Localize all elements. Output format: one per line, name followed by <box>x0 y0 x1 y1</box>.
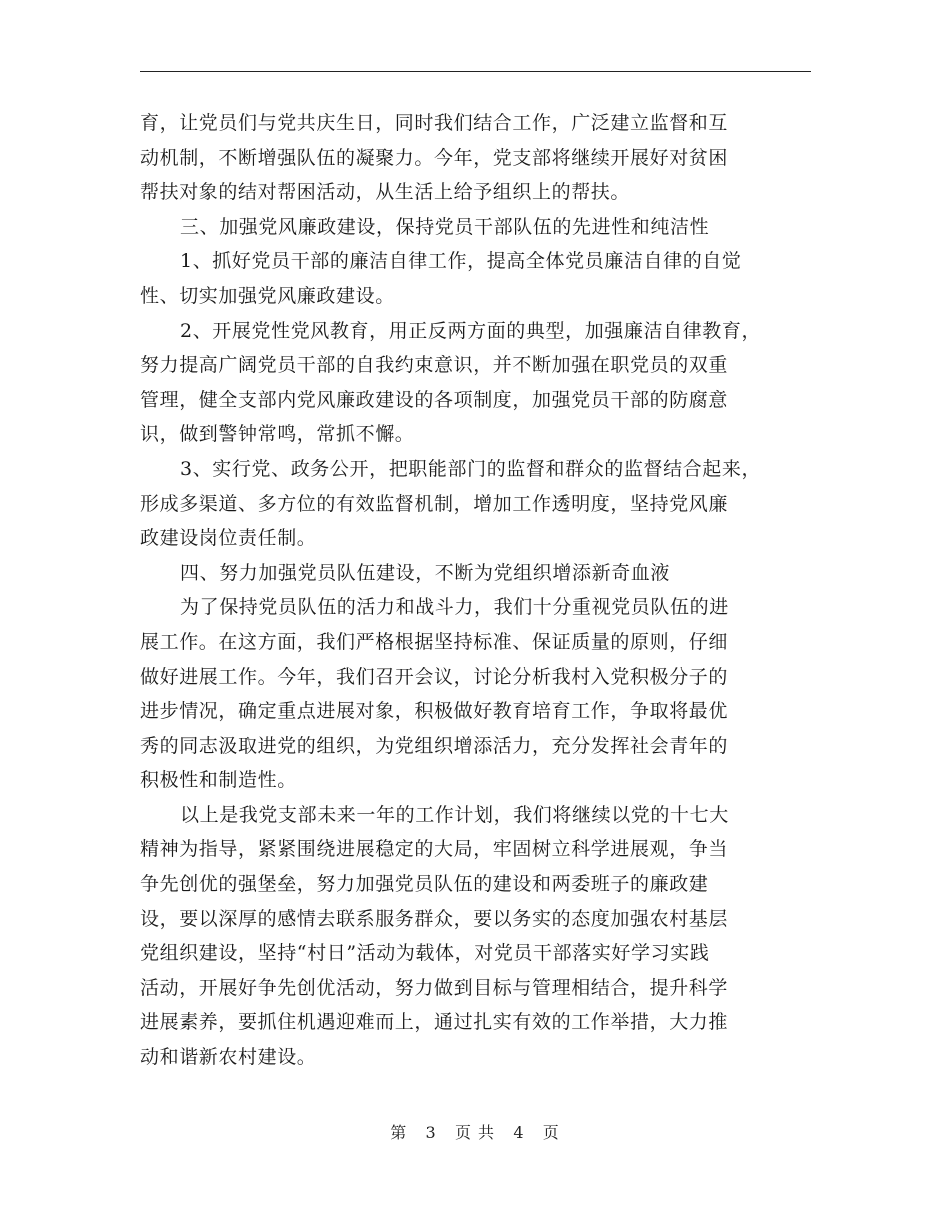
text-line: 活动，开展好争先创优活动，努力做到目标与管理相结合，提升科学 <box>140 976 729 999</box>
text-line: 进步情况，确定重点进展对象，积极做好教育培育工作，争取将最优 <box>140 700 729 723</box>
text-line: 动机制，不断增强队伍的凝聚力。今年，党支部将继续开展好对贫困 <box>140 146 729 169</box>
text-line: 设，要以深厚的感情去联系服务群众，要以务实的态度加强农村基层 <box>140 907 729 930</box>
paragraph <box>140 314 820 452</box>
paragraph <box>140 798 820 1075</box>
text-line: 进展素养，要抓住机遇迎难而上，通过扎实有效的工作举措，大力推 <box>140 1011 729 1034</box>
footer-suffix: 页 <box>542 1123 560 1142</box>
paragraph <box>140 452 820 556</box>
text-line: 党组织建设，坚持“村日”活动为载体，对党员干部落实好学习实践 <box>140 942 710 965</box>
text-line: 以上是我党支部未来一年的工作计划，我们将继续以党的十七大 <box>180 803 729 826</box>
text-line: 精神为指导，紧紧围绕进展稳定的大局，牢固树立科学进展观，争当 <box>140 838 729 861</box>
text-line: 2、开展党性党风教育，用正反两方面的典型，加强廉洁自律教育， <box>180 319 762 342</box>
text-line: 争先创优的强堡垒，努力加强党员队伍的建设和两委班子的廉政建 <box>140 873 709 896</box>
paragraph <box>140 590 820 798</box>
text-line: 1、抓好党员干部的廉洁自律工作，提高全体党员廉洁自律的自觉 <box>180 250 742 273</box>
text-line: 四、努力加强党员队伍建设，不断为党组织增添新奇血液 <box>180 561 671 584</box>
text-line: 努力提高广阔党员干部的自我约束意识，并不断加强在职党员的双重 <box>140 354 729 377</box>
footer-prefix: 第 <box>390 1123 408 1142</box>
paragraph <box>140 556 820 591</box>
text-line: 动和谐新农村建设。 <box>140 1046 317 1069</box>
text-line: 积极性和制造性。 <box>140 769 297 792</box>
text-line: 做好进展工作。今年，我们召开会议，讨论分析我村入党积极分子的 <box>140 665 729 688</box>
text-line: 识，做到警钟常鸣，常抓不懈。 <box>140 423 415 446</box>
text-line: 展工作。在这方面，我们严格根据坚持标准、保证质量的原则，仔细 <box>140 630 729 653</box>
text-line: 三、加强党风廉政建设，保持党员干部队伍的先进性和纯洁性 <box>180 215 710 238</box>
text-line: 管理，健全支部内党风廉政建设的各项制度，加强党员干部的防腐意 <box>140 388 729 411</box>
paragraph <box>140 106 820 210</box>
text-line: 政建设岗位责任制。 <box>140 527 317 550</box>
footer-middle: 页 共 <box>454 1123 496 1142</box>
paragraph <box>140 210 820 245</box>
document-body <box>140 106 820 1075</box>
text-line: 3、实行党、政务公开，把职能部门的监督和群众的监督结合起来， <box>180 457 762 480</box>
text-line: 帮扶对象的结对帮困活动，从生活上给予组织上的帮扶。 <box>140 181 631 204</box>
text-line: 秀的同志汲取进党的组织，为党组织增添活力，充分发挥社会青年的 <box>140 734 729 757</box>
text-line: 性、切实加强党风廉政建设。 <box>140 284 395 307</box>
header-rule <box>140 71 811 72</box>
text-line: 育，让党员们与党共庆生日，同时我们结合工作，广泛建立监督和互 <box>140 112 729 134</box>
page-footer <box>0 1120 950 1143</box>
footer-total-pages: 4 <box>513 1123 525 1142</box>
text-line: 形成多渠道、多方位的有效监督机制，增加工作透明度，坚持党风廉 <box>140 492 729 515</box>
text-line: 为了保持党员队伍的活力和战斗力，我们十分重视党员队伍的进 <box>180 596 729 619</box>
paragraph <box>140 244 820 313</box>
footer-current-page: 3 <box>425 1123 437 1142</box>
